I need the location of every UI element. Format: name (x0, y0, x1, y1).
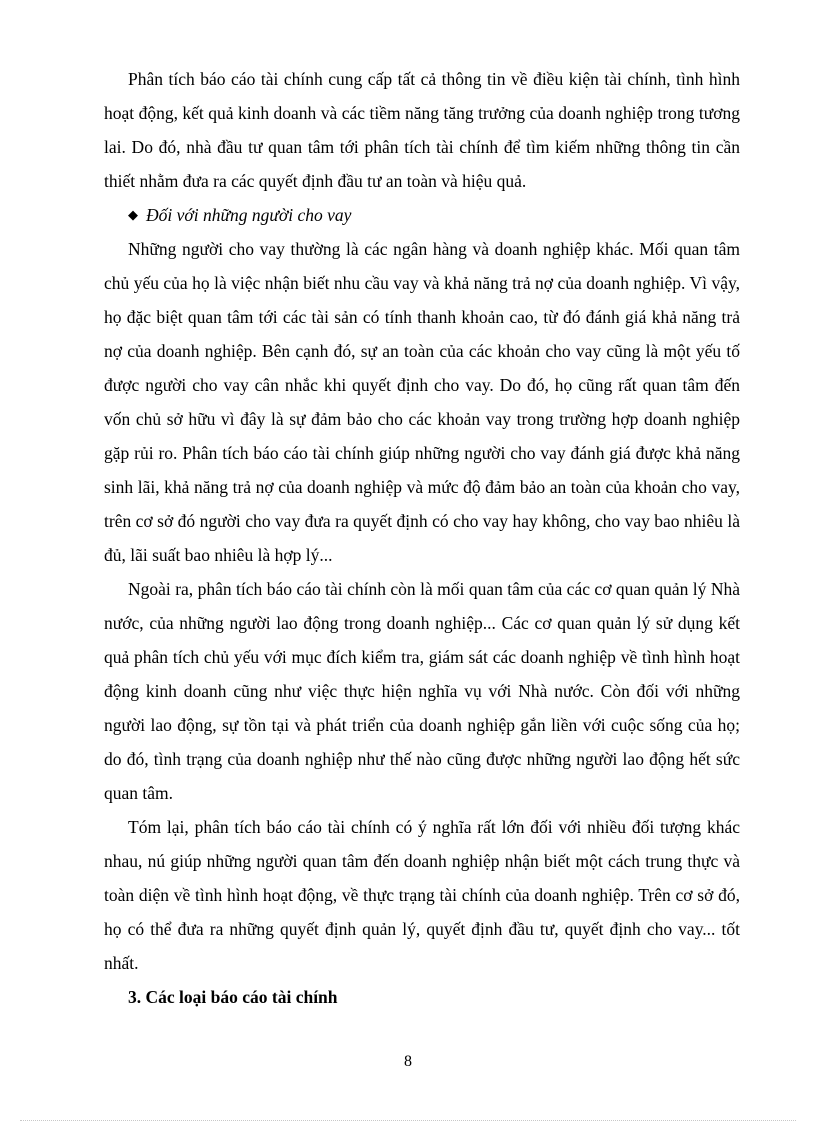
bullet-heading-text: Đối với những người cho vay (146, 205, 352, 225)
paragraph-summary: Tóm lại, phân tích báo cáo tài chính có ý nghĩa rất lớn đối với nhiều đối tượng khác nhau, nú giúp những người quan tâm đến doanh nghiệp nhận biết một cách trung thực và toàn diện về tình hình hoạt động, về thực trạng tài chính của doanh nghiệp. Trên cơ sở đó, họ có thể đưa ra những quyết định quản lý, quyết định đầu tư, quyết định cho vay... tốt nhất. (104, 817, 740, 973)
page-number: 8 (404, 1053, 412, 1070)
page-content (104, 62, 740, 1014)
section-heading: 3. Các loại báo cáo tài chính (128, 987, 338, 1007)
paragraph-state-and-workers: Ngoài ra, phân tích báo cáo tài chính còn là mối quan tâm của các cơ quan quản lý Nhà nước, của những người lao động trong doanh nghiệp... Các cơ quan quản lý sử dụng kết quả phân tích chủ yếu với mục đích kiểm tra, giám sát các doanh nghiệp về tình hình hoạt động kinh doanh cũng như việc thực hiện nghĩa vụ với Nhà nước. Còn đối với những người lao động, sự tồn tại và phát triển của doanh nghiệp gắn liền với cuộc sống của họ; do đó, tình trạng của doanh nghiệp như thế nào cũng được những người lao động hết sức quan tâm. (104, 579, 740, 803)
paragraph-investors: Phân tích báo cáo tài chính cung cấp tất cả thông tin về điều kiện tài chính, tình hình hoạt động, kết quả kinh doanh và các tiềm năng tăng trưởng của doanh nghiệp trong tương lai. Do đó, nhà đầu tư quan tâm tới phân tích tài chính để tìm kiếm những thông tin cần thiết nhằm đưa ra các quyết định đầu tư an toàn và hiệu quả. (104, 69, 740, 191)
diamond-bullet-icon: ◆ (128, 207, 138, 222)
paragraph-lenders: Những người cho vay thường là các ngân hàng và doanh nghiệp khác. Mối quan tâm chủ yếu của họ là việc nhận biết nhu cầu vay và khả năng trả nợ của doanh nghiệp. Vì vậy, họ đặc biệt quan tâm tới các tài sản có tính thanh khoản cao, từ đó đánh giá khả năng trả nợ của doanh nghiệp. Bên cạnh đó, sự an toàn của các khoản cho vay cũng là một yếu tố được người cho vay cân nhắc khi quyết định cho vay. Do đó, họ cũng rất quan tâm đến vốn chủ sở hữu vì đây là sự đảm bảo cho các khoản vay trong trường hợp doanh nghiệp gặp rủi ro. Phân tích báo cáo tài chính giúp những người cho vay đánh giá được khả năng sinh lãi, khả năng trả nợ của doanh nghiệp và mức độ đảm bảo an toàn của khoản cho vay, trên cơ sở đó người cho vay đưa ra quyết định có cho vay hay không, cho vay bao nhiêu là đủ, lãi suất bao nhiêu là hợp lý... (104, 239, 740, 565)
page-footer-divider (20, 1120, 796, 1121)
bullet-heading-lenders (104, 198, 740, 232)
